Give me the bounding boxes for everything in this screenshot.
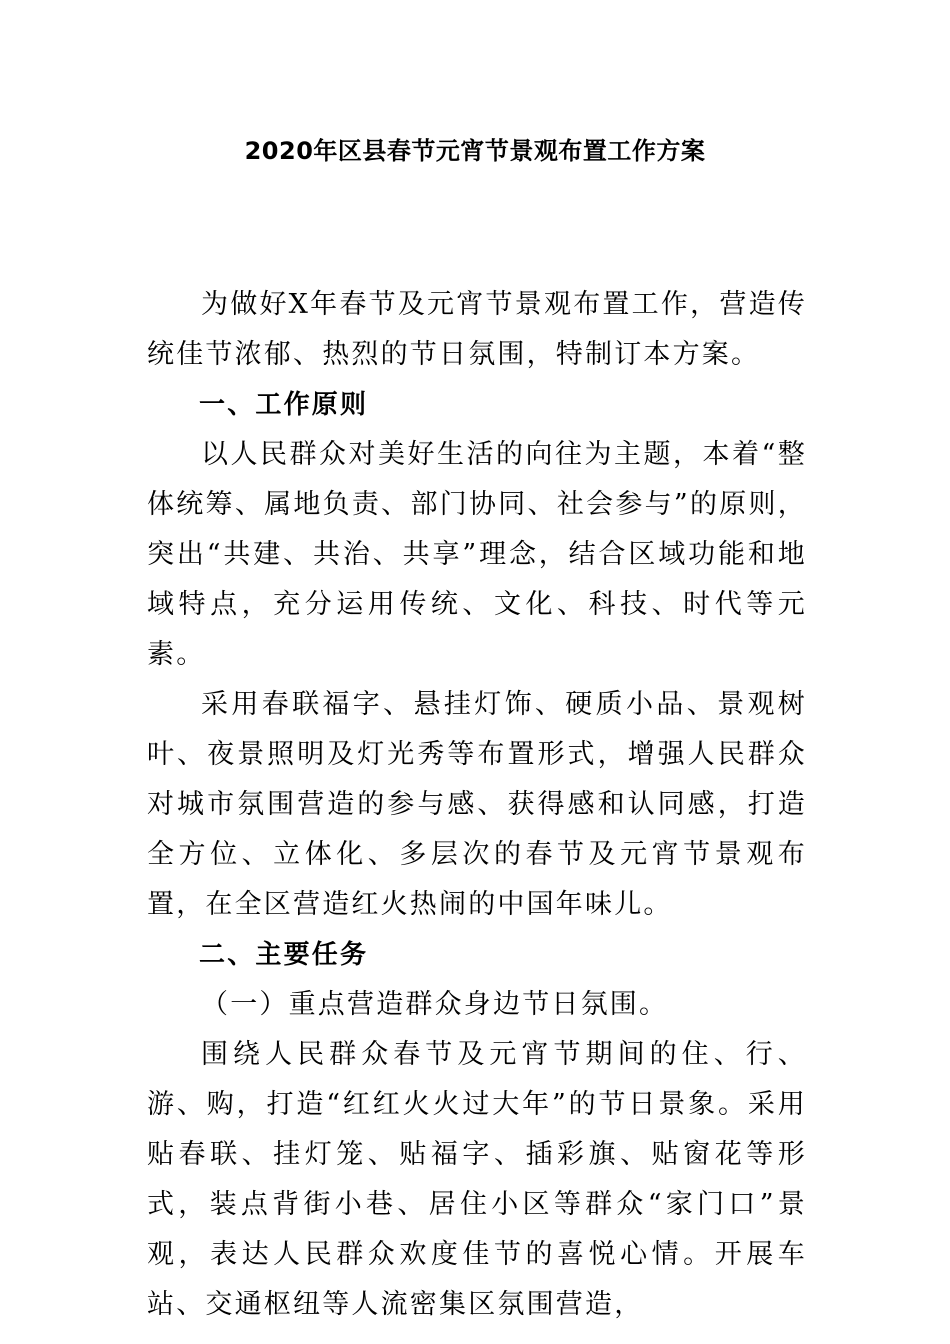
section-heading-tasks: 二、主要任务 (199, 940, 369, 970)
subsection-heading-1: （一）重点营造群众身边节日氛围。 (201, 989, 669, 1020)
intro-paragraph: 为做好X年春节及元宵节景观布置工作，营造传统佳节浓郁、热烈的节日氛围，特制订本方案。 (147, 289, 807, 370)
section-heading-principles: 一、工作原则 (199, 390, 369, 420)
document-title: 2020年区县春节元宵节景观布置工作方案 (244, 137, 706, 165)
document-body (147, 280, 807, 1330)
principles-paragraph-2: 采用春联福字、悬挂灯饰、硬质小品、景观树叶、夜景照明及灯光秀等布置形式，增强人民群众对城市氛围营造的参与感、获得感和认同感，打造全方位、立体化、多层次的春节及元宵节景观布置，在全区营造红火热闹的中国年味儿。 (147, 689, 807, 920)
principles-paragraph-1: 以人民群众对美好生活的向往为主题，本着“整体统筹、属地负责、部门协同、社会参与”的原则，突出“共建、共治、共享”理念，结合区域功能和地域特点，充分运用传统、文化、科技、时代等元素。 (147, 439, 807, 670)
tasks-paragraph-1: 围绕人民群众春节及元宵节期间的住、行、游、购，打造“红红火火过大年”的节日景象。采用贴春联、挂灯笼、贴福字、插彩旗、贴窗花等形式，装点背街小巷、居住小区等群众“家门口”景观，表达人民群众欢度佳节的喜悦心情。开展车站、交通枢纽等人流密集区氛围营造， (147, 1039, 807, 1320)
